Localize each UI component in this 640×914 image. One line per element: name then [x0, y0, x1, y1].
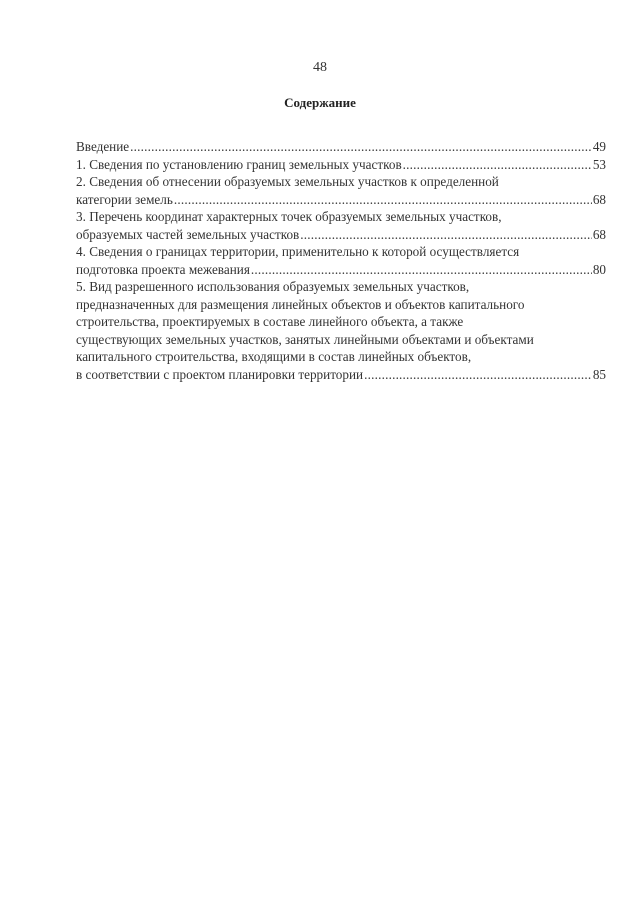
toc-entry-2[interactable]: [76, 173, 606, 208]
toc-entry-line: [76, 366, 606, 384]
toc-entry-title: Введение: [76, 139, 130, 154]
toc-entry-page: 49: [592, 139, 606, 154]
toc-entry-title-line: 4. Сведения о границах территории, применительно к которой осуществляется: [76, 244, 520, 259]
dot-leader: [403, 156, 592, 174]
toc-entry-page: 53: [592, 156, 606, 172]
dot-leader: [130, 138, 592, 156]
page-number: 48: [313, 60, 327, 75]
toc-entry-title-line: 5. Вид разрешенного использования образуемых земельных участков,: [76, 279, 470, 294]
toc-entry-line: [76, 261, 606, 279]
toc-entry-title-line: предназначенных для размещения линейных объектов и объектов капитального: [76, 296, 525, 312]
toc-entry-page: 68: [592, 226, 606, 242]
toc-entry-3[interactable]: [76, 208, 606, 243]
toc-entry-4[interactable]: [76, 243, 606, 278]
toc-entry-title: 1. Сведения по установлению границ земельных участков: [76, 156, 402, 172]
toc-entry-page: 80: [592, 261, 606, 277]
toc-entry-title-line: строительства, проектируемых в составе линейного объекта, а также: [76, 314, 464, 329]
dot-leader: [364, 366, 592, 384]
toc-entry-title: образуемых частей земельных участков: [76, 226, 300, 242]
toc-entry-title: категории земель: [76, 191, 173, 207]
toc-title: Содержание: [284, 95, 356, 110]
dot-leader: [300, 226, 592, 244]
toc-entry-5[interactable]: [76, 278, 606, 383]
toc-entry-line: [76, 156, 606, 174]
toc-entry-page: 85: [592, 366, 606, 382]
toc-entry-title-line: существующих земельных участков, занятых линейными объектами и объектами: [76, 331, 534, 347]
toc-entry-title-line: 3. Перечень координат характерных точек образуемых земельных участков,: [76, 209, 502, 224]
dot-leader: [174, 191, 592, 209]
toc-entry-title-line: 2. Сведения об отнесении образуемых земельных участков к определенной: [76, 174, 499, 189]
toc-entry-page: 68: [592, 191, 606, 207]
table-of-contents: [76, 138, 606, 383]
dot-leader: [251, 261, 592, 279]
toc-entry-title: в соответствии с проектом планировки территории: [76, 366, 364, 382]
toc-entry-line: [76, 191, 606, 209]
toc-entry-introduction[interactable]: [76, 138, 606, 156]
toc-entry-line: [76, 138, 606, 156]
toc-entry-line: [76, 226, 606, 244]
toc-entry-1[interactable]: [76, 156, 606, 174]
toc-entry-title: подготовка проекта межевания: [76, 261, 250, 277]
toc-entry-title-line: капитального строительства, входящими в состав линейных объектов,: [76, 349, 472, 364]
